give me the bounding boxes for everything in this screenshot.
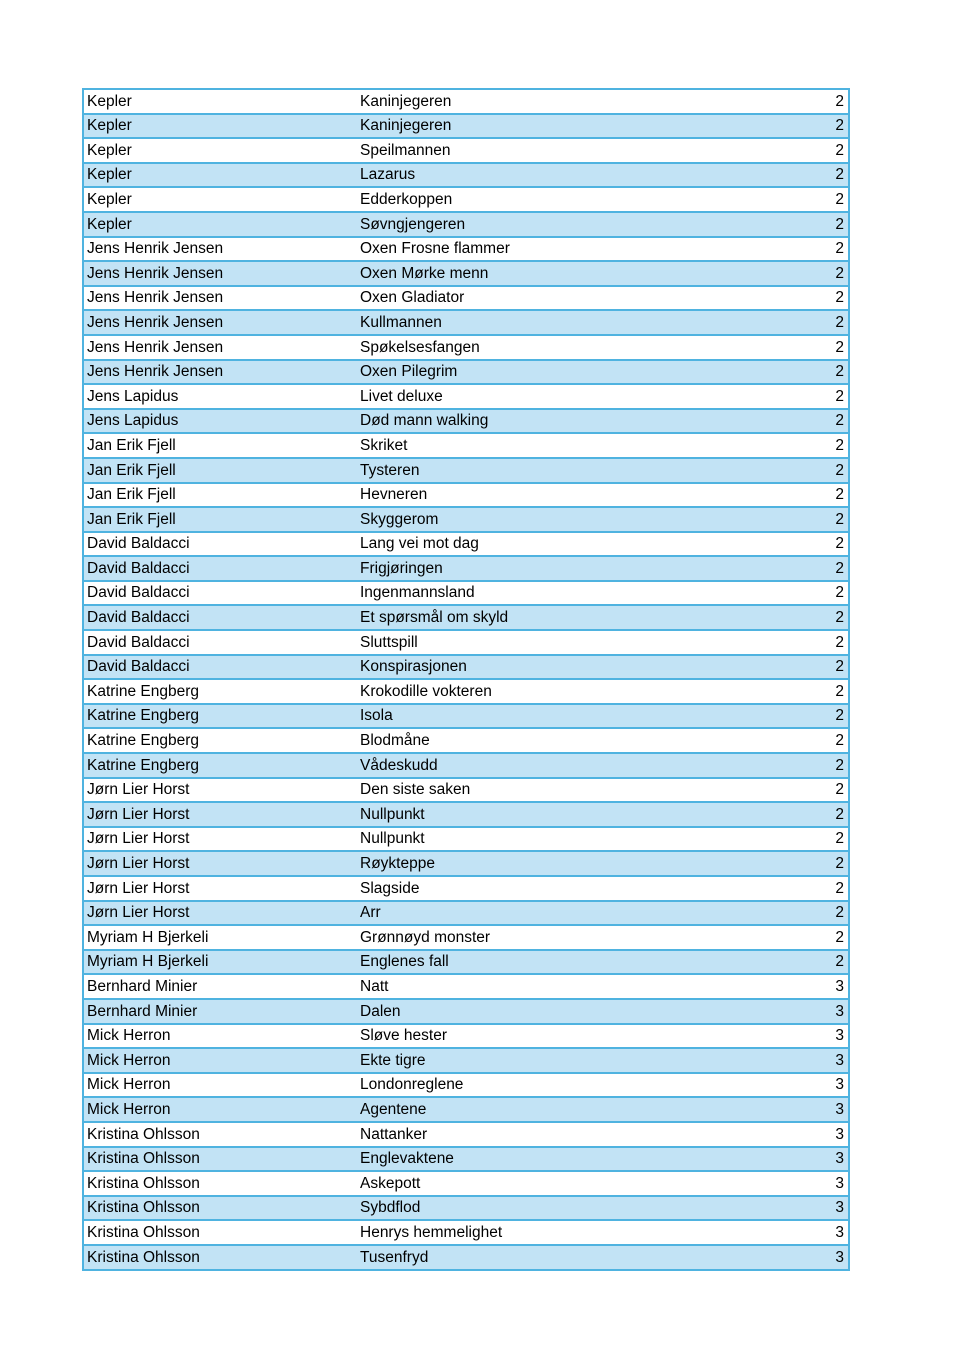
author-cell: Mick Herron [83, 1097, 357, 1122]
table-row [83, 655, 849, 680]
table-row [83, 384, 849, 409]
title-cell: Londonreglene [357, 1073, 797, 1098]
title-cell: Henrys hemmelighet [357, 1220, 797, 1245]
table-row [83, 1171, 849, 1196]
table-row [83, 1245, 849, 1270]
value-cell: 2 [797, 876, 849, 901]
table-row [83, 433, 849, 458]
value-cell: 3 [797, 1220, 849, 1245]
table-row [83, 163, 849, 188]
title-cell: Slagside [357, 876, 797, 901]
value-cell: 3 [797, 1048, 849, 1073]
table-row [83, 728, 849, 753]
title-cell: Kaninjegeren [357, 114, 797, 139]
title-cell: Et spørsmål om skyld [357, 605, 797, 630]
value-cell: 2 [797, 409, 849, 434]
table-row [83, 876, 849, 901]
table-row [83, 704, 849, 729]
value-cell: 3 [797, 1073, 849, 1098]
value-cell: 2 [797, 778, 849, 803]
value-cell: 2 [797, 950, 849, 975]
author-cell: Kepler [83, 138, 357, 163]
table-row [83, 409, 849, 434]
author-cell: Jan Erik Fjell [83, 507, 357, 532]
table-row [83, 507, 849, 532]
table-row [83, 187, 849, 212]
author-cell: Bernhard Minier [83, 999, 357, 1024]
author-cell: Jens Lapidus [83, 384, 357, 409]
author-cell: Kepler [83, 114, 357, 139]
table-row [83, 999, 849, 1024]
title-cell: Agentene [357, 1097, 797, 1122]
author-cell: Jan Erik Fjell [83, 458, 357, 483]
value-cell: 3 [797, 974, 849, 999]
value-cell: 2 [797, 360, 849, 385]
table-row [83, 851, 849, 876]
title-cell: Lang vei mot dag [357, 532, 797, 557]
author-cell: Jørn Lier Horst [83, 802, 357, 827]
value-cell: 2 [797, 925, 849, 950]
title-cell: Grønnøyd monster [357, 925, 797, 950]
title-cell: Kaninjegeren [357, 89, 797, 114]
value-cell: 2 [797, 458, 849, 483]
author-cell: Jens Henrik Jensen [83, 360, 357, 385]
title-cell: Skyggerom [357, 507, 797, 532]
table-row [83, 950, 849, 975]
table-row [83, 212, 849, 237]
value-cell: 3 [797, 1147, 849, 1172]
title-cell: Oxen Pilegrim [357, 360, 797, 385]
value-cell: 2 [797, 679, 849, 704]
author-cell: Mick Herron [83, 1073, 357, 1098]
author-cell: Katrine Engberg [83, 704, 357, 729]
title-cell: Tysteren [357, 458, 797, 483]
table-row [83, 1073, 849, 1098]
author-cell: Jens Lapidus [83, 409, 357, 434]
title-cell: Vådeskudd [357, 753, 797, 778]
value-cell: 2 [797, 532, 849, 557]
value-cell: 3 [797, 1097, 849, 1122]
title-cell: Nullpunkt [357, 827, 797, 852]
table-row [83, 532, 849, 557]
value-cell: 2 [797, 827, 849, 852]
title-cell: Hevneren [357, 483, 797, 508]
title-cell: Englenes fall [357, 950, 797, 975]
author-cell: David Baldacci [83, 581, 357, 606]
value-cell: 3 [797, 1024, 849, 1049]
table-row [83, 901, 849, 926]
table-row [83, 802, 849, 827]
title-cell: Spøkelsesfangen [357, 335, 797, 360]
title-cell: Røykteppe [357, 851, 797, 876]
value-cell: 2 [797, 335, 849, 360]
author-cell: Katrine Engberg [83, 679, 357, 704]
table-row [83, 310, 849, 335]
title-cell: Askepott [357, 1171, 797, 1196]
table-row [83, 335, 849, 360]
title-cell: Død mann walking [357, 409, 797, 434]
author-cell: Kepler [83, 163, 357, 188]
table-row [83, 1122, 849, 1147]
title-cell: Oxen Frosne flammer [357, 237, 797, 262]
value-cell: 2 [797, 901, 849, 926]
author-cell: Myriam H Bjerkeli [83, 950, 357, 975]
value-cell: 2 [797, 286, 849, 311]
author-cell: Kepler [83, 89, 357, 114]
value-cell: 2 [797, 261, 849, 286]
table-row [83, 1196, 849, 1221]
author-cell: David Baldacci [83, 532, 357, 557]
author-cell: David Baldacci [83, 556, 357, 581]
table-row [83, 360, 849, 385]
table-row [83, 261, 849, 286]
author-cell: Kristina Ohlsson [83, 1122, 357, 1147]
table-row [83, 630, 849, 655]
title-cell: Sybdflod [357, 1196, 797, 1221]
table-row [83, 925, 849, 950]
value-cell: 2 [797, 753, 849, 778]
table-row [83, 114, 849, 139]
table-row [83, 286, 849, 311]
author-cell: Kristina Ohlsson [83, 1196, 357, 1221]
table-row [83, 778, 849, 803]
author-cell: Jens Henrik Jensen [83, 261, 357, 286]
table-row [83, 458, 849, 483]
value-cell: 2 [797, 802, 849, 827]
table-row [83, 556, 849, 581]
author-cell: Jens Henrik Jensen [83, 335, 357, 360]
author-cell: Kristina Ohlsson [83, 1220, 357, 1245]
title-cell: Arr [357, 901, 797, 926]
value-cell: 2 [797, 212, 849, 237]
author-cell: Jørn Lier Horst [83, 851, 357, 876]
value-cell: 3 [797, 1171, 849, 1196]
title-cell: Sløve hester [357, 1024, 797, 1049]
table-row [83, 753, 849, 778]
title-cell: Tusenfryd [357, 1245, 797, 1270]
author-cell: Katrine Engberg [83, 728, 357, 753]
title-cell: Speilmannen [357, 138, 797, 163]
value-cell: 3 [797, 1122, 849, 1147]
table-row [83, 89, 849, 114]
title-cell: Konspirasjonen [357, 655, 797, 680]
value-cell: 2 [797, 114, 849, 139]
author-cell: Mick Herron [83, 1024, 357, 1049]
author-cell: David Baldacci [83, 605, 357, 630]
value-cell: 2 [797, 507, 849, 532]
value-cell: 2 [797, 605, 849, 630]
table-body [83, 89, 849, 1270]
title-cell: Den siste saken [357, 778, 797, 803]
value-cell: 2 [797, 237, 849, 262]
author-cell: Kepler [83, 187, 357, 212]
title-cell: Ingenmannsland [357, 581, 797, 606]
title-cell: Livet deluxe [357, 384, 797, 409]
author-cell: Mick Herron [83, 1048, 357, 1073]
value-cell: 2 [797, 630, 849, 655]
author-cell: Myriam H Bjerkeli [83, 925, 357, 950]
author-cell: Katrine Engberg [83, 753, 357, 778]
author-cell: Kristina Ohlsson [83, 1147, 357, 1172]
value-cell: 2 [797, 728, 849, 753]
value-cell: 3 [797, 1196, 849, 1221]
table-row [83, 1147, 849, 1172]
author-cell: Jan Erik Fjell [83, 483, 357, 508]
value-cell: 2 [797, 433, 849, 458]
table-row [83, 605, 849, 630]
value-cell: 2 [797, 483, 849, 508]
table-row [83, 1097, 849, 1122]
title-cell: Englevaktene [357, 1147, 797, 1172]
table-row [83, 1024, 849, 1049]
author-cell: Kepler [83, 212, 357, 237]
author-cell: Kristina Ohlsson [83, 1171, 357, 1196]
author-cell: Jørn Lier Horst [83, 778, 357, 803]
value-cell: 2 [797, 384, 849, 409]
title-cell: Isola [357, 704, 797, 729]
author-cell: Jens Henrik Jensen [83, 286, 357, 311]
value-cell: 3 [797, 999, 849, 1024]
value-cell: 2 [797, 163, 849, 188]
title-cell: Nullpunkt [357, 802, 797, 827]
table-row [83, 581, 849, 606]
table-row [83, 974, 849, 999]
title-cell: Sluttspill [357, 630, 797, 655]
author-cell: Jørn Lier Horst [83, 901, 357, 926]
table-row [83, 237, 849, 262]
table-row [83, 138, 849, 163]
table-row [83, 1048, 849, 1073]
author-cell: David Baldacci [83, 655, 357, 680]
value-cell: 2 [797, 851, 849, 876]
author-cell: Jens Henrik Jensen [83, 237, 357, 262]
title-cell: Kullmannen [357, 310, 797, 335]
value-cell: 2 [797, 556, 849, 581]
table-row [83, 679, 849, 704]
title-cell: Lazarus [357, 163, 797, 188]
author-cell: Bernhard Minier [83, 974, 357, 999]
table-row [83, 1220, 849, 1245]
title-cell: Ekte tigre [357, 1048, 797, 1073]
title-cell: Dalen [357, 999, 797, 1024]
title-cell: Skriket [357, 433, 797, 458]
title-cell: Frigjøringen [357, 556, 797, 581]
value-cell: 2 [797, 138, 849, 163]
author-cell: Jan Erik Fjell [83, 433, 357, 458]
title-cell: Oxen Gladiator [357, 286, 797, 311]
author-cell: Kristina Ohlsson [83, 1245, 357, 1270]
value-cell: 2 [797, 581, 849, 606]
value-cell: 2 [797, 89, 849, 114]
value-cell: 2 [797, 655, 849, 680]
title-cell: Søvngjengeren [357, 212, 797, 237]
table-row [83, 827, 849, 852]
value-cell: 2 [797, 704, 849, 729]
title-cell: Oxen Mørke menn [357, 261, 797, 286]
author-cell: Jørn Lier Horst [83, 876, 357, 901]
author-cell: Jørn Lier Horst [83, 827, 357, 852]
title-cell: Nattanker [357, 1122, 797, 1147]
value-cell: 2 [797, 187, 849, 212]
title-cell: Natt [357, 974, 797, 999]
value-cell: 2 [797, 310, 849, 335]
author-cell: Jens Henrik Jensen [83, 310, 357, 335]
book-table [82, 88, 850, 1271]
title-cell: Krokodille vokteren [357, 679, 797, 704]
author-cell: David Baldacci [83, 630, 357, 655]
table-row [83, 483, 849, 508]
title-cell: Edderkoppen [357, 187, 797, 212]
value-cell: 3 [797, 1245, 849, 1270]
title-cell: Blodmåne [357, 728, 797, 753]
